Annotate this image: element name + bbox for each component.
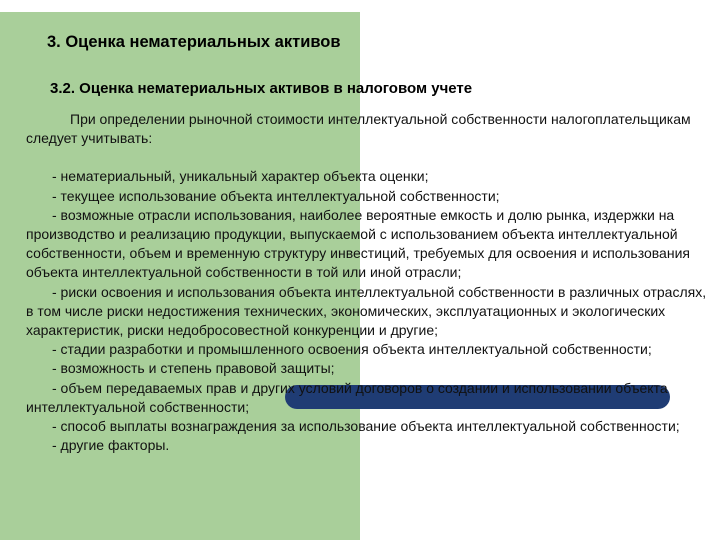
spacer — [26, 148, 712, 167]
list-item: - возможные отрасли использования, наиболее вероятные емкость и долю рынка, издержки на производство и реализацию продукции, выпускаемой с использованием объекта интеллектуальной собственности, объем и временную структуру инвестиций, требуемых для освоения и использования объекта интеллектуальной собственности в той или иной отрасли; — [26, 206, 690, 281]
list-item: - нематериальный, уникальный характер объекта оценки; — [52, 168, 429, 185]
list-item: - способ выплаты вознаграждения за использование объекта интеллектуальной собственности; — [52, 418, 680, 435]
intro-paragraph: При определении рыночной стоимости интеллектуальной собственности налогоплательщикам следует учитывать: — [26, 111, 691, 147]
top-white-strip — [0, 0, 720, 12]
slide-subheading: 3.2. Оценка нематериальных активов в налоговом учете — [50, 80, 473, 97]
slide-heading: 3. Оценка нематериальных активов — [47, 33, 341, 51]
list-item: - стадии разработки и промышленного освоения объекта интеллектуальной собственности; — [52, 341, 652, 358]
list-item: - текущее использование объекта интеллектуальной собственности; — [52, 187, 500, 204]
list-item: - возможность и степень правовой защиты; — [52, 360, 335, 377]
list-item: - другие факторы. — [52, 437, 170, 454]
list-item: - объем передаваемых прав и других условий договоров о создании и использовании объекта интеллектуальной собственности; — [26, 379, 668, 415]
list-item: - риски освоения и использования объекта интеллектуальной собственности в различных отраслях, в том числе риски недостижения технических, экономических, эксплуатационных и экологических характеристик, риски недобросовестной конкуренции и другие; — [26, 283, 707, 339]
slide-body — [26, 110, 712, 455]
